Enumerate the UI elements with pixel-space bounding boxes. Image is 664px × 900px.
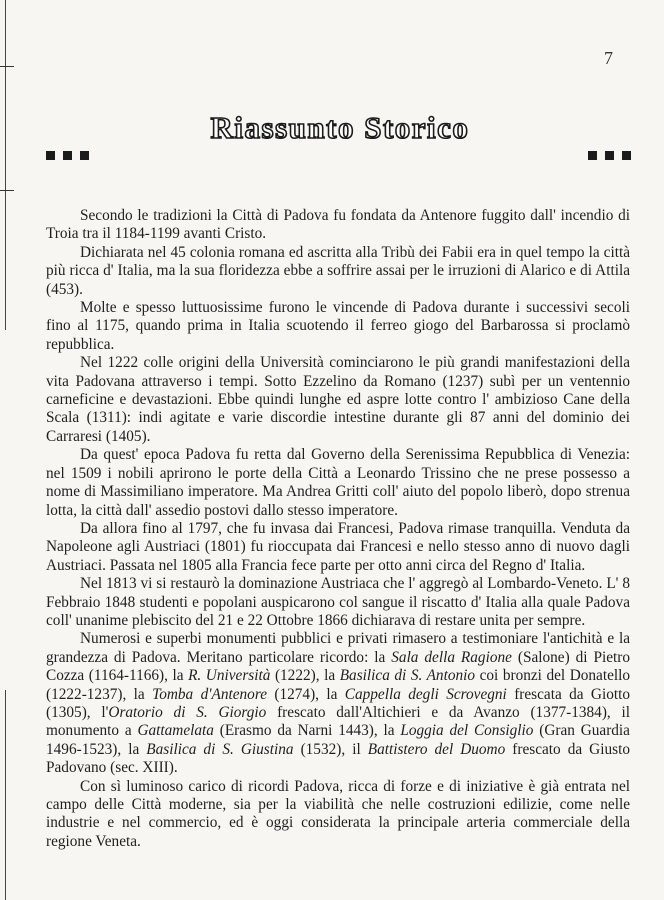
- ornament-square: [588, 151, 597, 160]
- right-ornament: [588, 151, 631, 160]
- monument-name: Cappella degli Scrovegni: [344, 685, 507, 703]
- body-text: [46, 207, 630, 851]
- paragraph: Secondo le tradizioni la Città di Padova fu fondata da Antenore fuggito dall' incendio di Troia tra il 1184-1199 avanti Cristo.: [46, 207, 630, 243]
- monument-name: Gattamelata: [137, 722, 214, 740]
- page-number: 7: [604, 48, 613, 68]
- paragraph: Nel 1813 vi si restaurò la dominazione Austriaca che l' aggregò al Lombardo-Veneto. L' 8 Febbraio 1848 studenti e popolani auspicarono col sangue il riscatto d' Italia alla quale Padova coll' unanime plebiscito del 21 e 22 Ottobre 1866 dichiarava di restare unita per sempre.: [46, 575, 630, 629]
- edge-mark: [0, 190, 14, 191]
- ornament-square: [622, 151, 631, 160]
- page-edge-line: [5, 0, 6, 330]
- page-edge-line: [5, 690, 6, 900]
- ornament-square: [80, 151, 89, 160]
- paragraph: Dichiarata nel 45 colonia romana ed ascritta alla Tribù dei Fabii era in quel tempo la città più ricca d' Italia, ma la sua floridezza ebbe a soffrire assai per le irruzioni di Alarico e di Attila (453).: [46, 243, 630, 298]
- paragraph: Con sì luminoso carico di ricordi Padova, ricca di forze e di iniziative è già entrata nel campo delle Città moderne, sia per la viabilità che nelle costruzioni edilizie, come nelle industrie e nel commercio, ed è oggi considerata la principale arteria commerciale della regione Veneta.: [46, 777, 630, 850]
- paragraph: Da allora fino al 1797, che fu invasa dai Francesi, Padova rimase tranquilla. Venduta da Napoleone agli Austriaci (1801) fu rioccupata dai Francesi e nello stesso anno di nuovo dagli Austriaci. Passata nel 1805 alla Francia fece parte per otto anni circa del Regno d' Italia.: [46, 519, 630, 574]
- monument-name: Battistero del Duomo: [367, 740, 506, 758]
- paragraph: Molte e spesso luttuosissime furono le vincende di Padova durante i successivi secoli fino al 1175, quando prima in Italia scuotendo il ferreo giogo del Barbarossa si proclamò repubblica.: [46, 299, 630, 353]
- monument-name: Basilica di S. Antonio: [339, 667, 476, 685]
- edge-mark: [0, 66, 14, 67]
- left-ornament: [46, 151, 89, 160]
- monument-name: Oratorio di S. Giorgio: [108, 703, 267, 721]
- page-title: Riassunto Storico: [210, 110, 470, 145]
- monument-name: Sala della Ragione: [391, 648, 512, 666]
- paragraph: Nel 1222 colle origini della Università cominciarono le più grandi manifestazioni della vita Padovana attraverso i tempi. Sotto Ezzelino da Romano (1237) subì per un ventennio carneficine e devastazioni. Ebbe quindi lunghe ed aspre lotte contro l' ambizioso Cane della Scala (1311): indi agitate e varie discordie intestine durante gli 87 anni del dominio dei Carraresi (1405).: [46, 354, 630, 445]
- monument-name: Loggia del Consiglio: [400, 722, 534, 740]
- ornament-square: [63, 151, 72, 160]
- monument-name: Basilica di S. Giustina: [146, 740, 294, 758]
- paragraph: Da quest' epoca Padova fu retta dal Governo della Serenissima Repubblica di Venezia: nel 1509 i nobili aprirono le porte della Città a Leonardo Trissino che ne prese possesso a nome di Massimiliano imperatore. Ma Andrea Gritti coll' aiuto del popolo liberò, dopo strenua lotta, la città dall' assedio postovi dallo stesso imperatore.: [46, 446, 630, 519]
- monument-name: R. Università: [188, 667, 271, 685]
- monument-name: Tomba d'Antenore: [152, 685, 267, 703]
- ornament-square: [46, 151, 55, 160]
- ornament-square: [605, 151, 614, 160]
- paragraph-monuments: Numerosi e superbi monumenti pubblici e privati rimasero a testimoniare l'antichità e la grandezza di Padova. Meritano particolare ricordo: la Sala della Ragione (Salone) di Pietro Cozza (1164-1166), la R. Università (1222), la Basilica di S. Antonio coi bronzi del Donatello (1222-1237), la Tomba d'Antenore (1274), la Cappella degli Scrovegni frescata da Giotto (1305), l'Oratorio di S. Giorgio frescato dall'Altichieri e da Avanzo (1377-1384), il monumento a Gattamelata (Erasmo da Narni 1443), la Loggia del Consiglio (Gran Guardia 1496-1523), la Basilica di S. Giustina (1532), il Battistero del Duomo frescato da Giusto Padovano (sec. XIII).: [46, 630, 631, 777]
